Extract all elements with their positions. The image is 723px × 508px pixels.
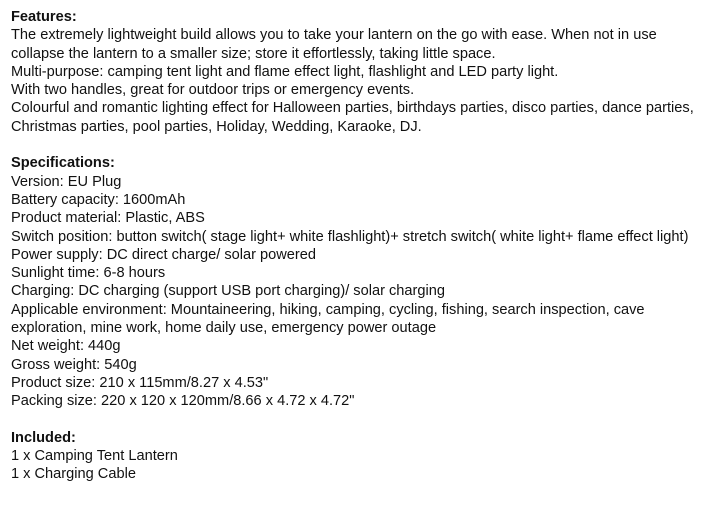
features-section xyxy=(11,8,711,136)
spec-line: Battery capacity: 1600mAh xyxy=(11,191,186,208)
features-line: With two handles, great for outdoor trips or emergency events. xyxy=(11,82,415,99)
specifications-heading: Specifications: xyxy=(11,155,115,172)
included-heading: Included: xyxy=(11,429,76,446)
features-heading: Features: xyxy=(11,9,77,25)
specifications-section xyxy=(11,154,711,410)
spec-line: Version: EU Plug xyxy=(11,173,122,190)
spec-line: Net weight: 440g xyxy=(11,338,121,355)
included-section xyxy=(11,429,711,484)
included-line: 1 x Camping Tent Lantern xyxy=(11,448,178,465)
features-line: Colourful and romantic lighting effect for Halloween parties, birthdays parties, disco parties, dance parties, Christmas parties, pool parties, Holiday, Wedding, Karaoke, DJ. xyxy=(11,100,694,135)
spec-line: Product material: Plastic, ABS xyxy=(11,210,205,227)
spec-line: Product size: 210 x 115mm/8.27 x 4.53" xyxy=(11,374,269,391)
spec-line: Power supply: DC direct charge/ solar powered xyxy=(11,246,316,263)
spec-line: Gross weight: 540g xyxy=(11,356,137,373)
spec-line: Packing size: 220 x 120 x 120mm/8.66 x 4.72 x 4.72" xyxy=(11,393,355,410)
spec-line: Charging: DC charging (support USB port charging)/ solar charging xyxy=(11,283,445,300)
spec-line: Sunlight time: 6-8 hours xyxy=(11,265,166,282)
section-spacer xyxy=(11,136,711,154)
features-line: The extremely lightweight build allows you to take your lantern on the go with ease. When not in use collapse the lantern to a smaller size; store it effortlessly, taking little space. xyxy=(11,27,657,62)
spec-line: Applicable environment: Mountaineering, hiking, camping, cycling, fishing, search inspection, cave exploration, mine work, home daily use, emergency power outage xyxy=(11,301,645,337)
section-spacer xyxy=(11,411,711,429)
features-line: Multi-purpose: camping tent light and flame effect light, flashlight and LED party light. xyxy=(11,63,559,80)
included-line: 1 x Charging Cable xyxy=(11,466,136,483)
spec-line: Switch position: button switch( stage light+ white flashlight)+ stretch switch( white light+ flame effect light) xyxy=(11,228,689,245)
